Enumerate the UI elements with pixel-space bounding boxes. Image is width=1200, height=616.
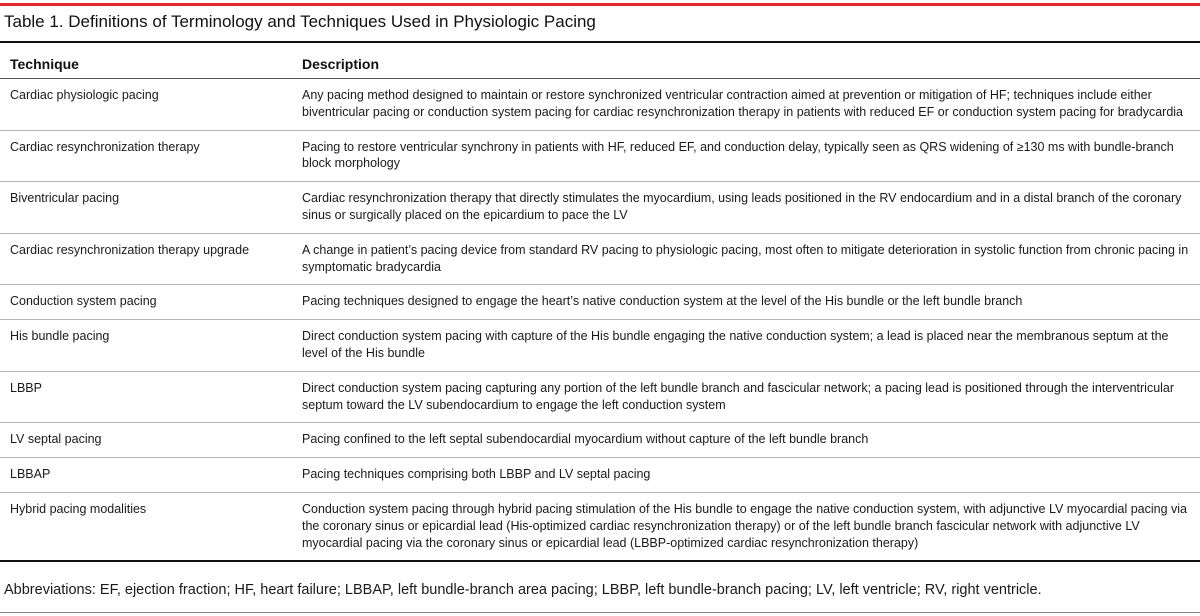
row-technique: LBBAP	[0, 458, 290, 493]
table-row	[0, 371, 1200, 423]
row-technique: Cardiac resynchronization therapy	[0, 130, 290, 182]
row-technique: Biventricular pacing	[0, 182, 290, 234]
row-technique: Cardiac physiologic pacing	[0, 79, 290, 131]
row-technique: His bundle pacing	[0, 320, 290, 372]
table-row	[0, 285, 1200, 320]
row-technique: LV septal pacing	[0, 423, 290, 458]
row-description: Conduction system pacing through hybrid pacing stimulation of the His bundle to engage the native conduction system, with adjunctive LV myocardial pacing via the coronary sinus or epicardial lead (His-optimized cardiac resynchronization therapy) or of the left bundle branch fascicular network with adjunctive LV myocardial pacing via the coronary sinus or epicardial lead (LBBP-optimized cardiac resynchronization therapy)	[290, 492, 1200, 561]
table-row	[0, 233, 1200, 285]
row-technique: Cardiac resynchronization therapy upgrade	[0, 233, 290, 285]
row-description: A change in patient’s pacing device from standard RV pacing to physiologic pacing, most often to mitigate deterioration in systolic function from chronic pacing in symptomatic bradycardia	[290, 233, 1200, 285]
table-row	[0, 320, 1200, 372]
table-row	[0, 492, 1200, 561]
row-description: Pacing confined to the left septal subendocardial myocardium without capture of the left bundle branch	[290, 423, 1200, 458]
header-row	[0, 43, 1200, 79]
definitions-table-container	[0, 43, 1200, 562]
row-description: Cardiac resynchronization therapy that directly stimulates the myocardium, using leads positioned in the RV endocardium and in a distal branch of the coronary sinus or surgically placed on the epicardium to pace the LV	[290, 182, 1200, 234]
table-row	[0, 182, 1200, 234]
table-row	[0, 130, 1200, 182]
row-description: Direct conduction system pacing capturing any portion of the left bundle branch and fascicular network; a pacing lead is positioned through the interventricular septum toward the LV subendocardium to engage the left conduction system	[290, 371, 1200, 423]
table-header	[0, 43, 1200, 79]
table-row	[0, 79, 1200, 131]
table-title: Table 1. Definitions of Terminology and Techniques Used in Physiologic Pacing	[4, 12, 596, 31]
header-description: Description	[290, 43, 1200, 79]
row-description: Pacing to restore ventricular synchrony in patients with HF, reduced EF, and conduction delay, typically seen as QRS widening of ≥130 ms with bundle-branch block morphology	[290, 130, 1200, 182]
abbreviations-footnote: Abbreviations: EF, ejection fraction; HF, heart failure; LBBAP, left bundle-branch area pacing; LBBP, left bundle-branch pacing; LV, left ventricle; RV, right ventricle.	[4, 582, 1042, 598]
table-row	[0, 423, 1200, 458]
row-description: Any pacing method designed to maintain or restore synchronized ventricular contraction aimed at prevention or mitigation of HF; techniques include either biventricular pacing or conduction system pacing for cardiac resynchronization therapy in patients with reduced EF or conduction system pacing for bradycardia	[290, 79, 1200, 131]
bottom-rule	[0, 612, 1200, 613]
definitions-table	[0, 43, 1200, 562]
table-row	[0, 458, 1200, 493]
row-description: Pacing techniques designed to engage the heart’s native conduction system at the level of the His bundle or the left bundle branch	[290, 285, 1200, 320]
row-technique: Conduction system pacing	[0, 285, 290, 320]
row-description: Direct conduction system pacing with capture of the His bundle engaging the native conduction system; a lead is placed near the membranous septum at the level of the His bundle	[290, 320, 1200, 372]
table-body	[0, 79, 1200, 562]
row-description: Pacing techniques comprising both LBBP and LV septal pacing	[290, 458, 1200, 493]
row-technique: Hybrid pacing modalities	[0, 492, 290, 561]
top-accent-rule	[0, 3, 1200, 6]
header-technique: Technique	[0, 43, 290, 79]
row-technique: LBBP	[0, 371, 290, 423]
